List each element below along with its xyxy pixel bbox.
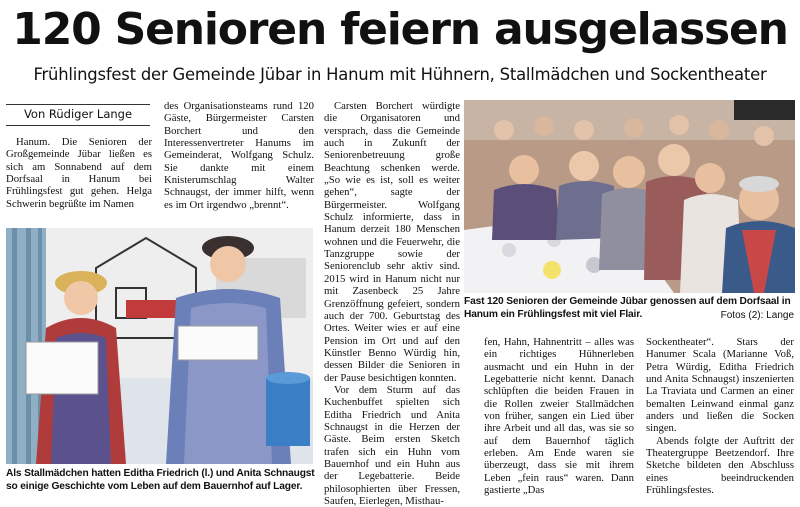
photo-left-caption: Als Stallmädchen hatten Editha Friedrich (l.) und Anita Schnaugst so einige Geschichte vom Leben auf dem Bauernhof auf Lager. xyxy=(6,468,315,492)
article-column-5 xyxy=(646,336,794,498)
photo-stallmaedchen xyxy=(6,228,313,464)
article-column-3 xyxy=(324,100,460,507)
article-paragraph: Hanum. Die Senioren der Großgemeinde Jübar ließen es sich am Sonnabend auf dem Dorfsaal in Hanum bei Frühlingsfest gut gehen. Helga Schwerin begrüßte im Namen xyxy=(6,136,152,210)
article-paragraph: Carsten Borchert würdigte die Organisatoren und versprach, dass die Gemeinde auch in Zukunft der Seniorenbetreuung große Beachtung schenken werde. „So wie es ist, soll es weiter gehen“, sagte der Bürgermeister. Wolfgang Schulz informierte, dass in Hanum derzeit 180 Menschen wohnen und die Feuerwehr, die Tanzgruppe sowie der Seniorenclub sehr aktiv sind. 2015 wird in Hanum nicht nur mit Zasenbeck 25 Jahre Grenzöffnung gefeiert, sondern auch der 700. Geburtstag des Ortes. Weiter wies er auf eine Pension im Ort und auf den Künstler Benno Würdig hin, dessen Bilder die Senioren in der Pause besichtigen konnten. xyxy=(324,100,460,384)
photo-senioren xyxy=(464,100,795,293)
byline: Von Rüdiger Lange xyxy=(6,104,150,126)
photo-right-caption: Fast 120 Senioren der Gemeinde Jübar genossen auf dem Dorfsaal in Hanum ein Frühlingsfest mit viel Flair. xyxy=(464,296,791,320)
photo-credit: Fotos (2): Lange xyxy=(720,310,794,321)
photo-stallmaedchen-image xyxy=(6,228,313,464)
article-paragraph: fen, Hahn, Hahnentritt – alles was ein richtiges Hühnerleben ausmacht und ein Huhn in der Legebatterie nicht kennt. Danach schlüpften die beiden Frauen in die Rollen zweier Stallmädchen von früher, sangen ein Lied über ihre Arbeit und all das, was sie so auf dem Bauernhof täglich erleben. Am Ende waren sie überzeugt, dass sie mit ihrem Leben „fein raus“ waren. Dann gastierte „Das xyxy=(484,336,634,497)
article-column-4 xyxy=(484,336,634,498)
article-paragraph: des Organisationsteams rund 120 Gäste, Bürgermeister Carsten Borchert und den Interessenvertreter Hanums im Gemeinderat, Wolfgang Schulz. Sie dankte mit einem Knisterumschlag Walter Schnaugst, der immer hilft, wenn es im Ort irgendwo „brennt“. xyxy=(164,100,314,211)
article-paragraph: Vor dem Sturm auf das Kuchenbuffet spielten sich Editha Friedrich und Anita Schnaugst in die Herzen der Gäste. Beim ersten Sketch trafen sich ein Huhn vom Bauernhof und ein Huhn aus der Legebatterie. Beide philosophierten über Fressen, Saufen, Eierlegen, Misthau- xyxy=(324,383,460,507)
article-paragraph: Abends folgte der Auftritt der Theatergruppe Beetzendorf. Ihre Sketche bildeten den Abschluss eines beeindruckenden Frühlingsfestes. xyxy=(646,434,794,497)
article-paragraph: Sockentheater“. Stars der Hanumer Scala (Marianne Voß, Petra Würdig, Editha Friedrich und Anita Schnaugst) inszenierten La Traviata und Carmen an einer bemalten Leinwand einmal ganz anders und ließen die Socken singen. xyxy=(646,336,794,435)
subheadline: Frühlingsfest der Gemeinde Jübar in Hanum mit Hühnern, Stallmädchen und Sockentheater xyxy=(33,65,767,84)
headline: 120 Senioren feiern ausgelassen xyxy=(12,4,788,55)
article-column-1 xyxy=(6,136,152,216)
article-column-2 xyxy=(164,100,314,216)
photo-senioren-image xyxy=(464,100,795,293)
